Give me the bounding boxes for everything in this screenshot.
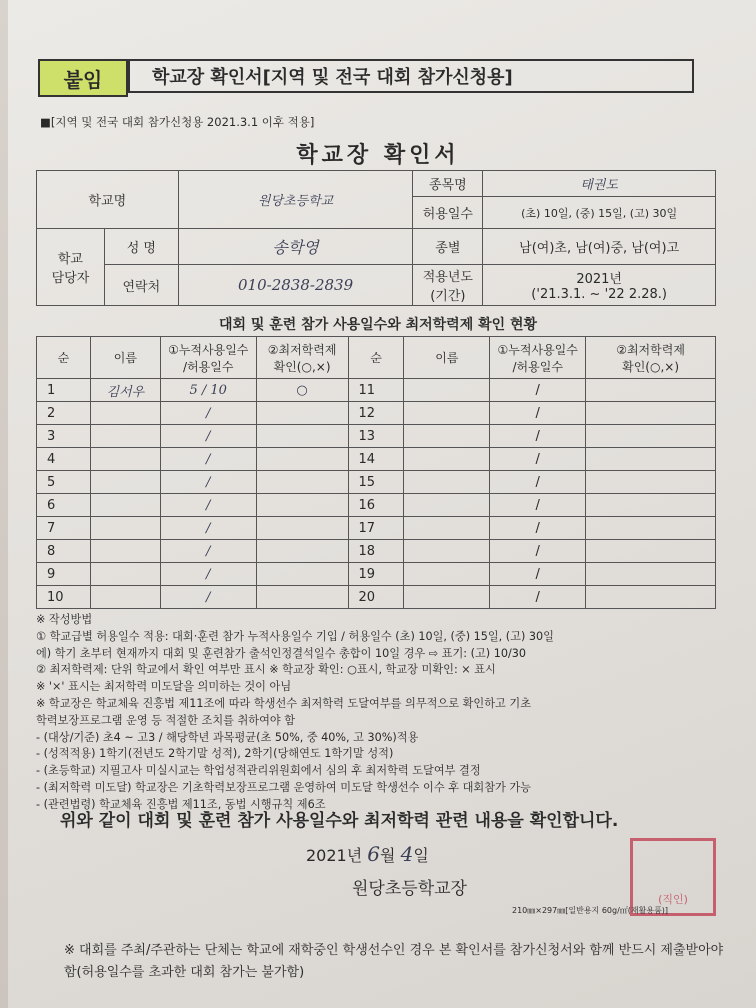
page-title: 학교장 확인서 [296,143,460,168]
info-table [36,170,716,306]
row-no: 1 [37,379,91,402]
row-no: 6 [37,494,91,517]
note-line: 에) 학기 초부터 현재까지 대회 및 훈련참가 출석인정결석일수 총합이 10일 경우 ⇨ 표기: (고) 10/30 [36,646,526,660]
note-line: - (대상/기준) 초4 ~ 고3 / 해당학년 과목평균(초 50%, 중 40%, 고 30%)적용 [36,730,419,744]
phone-value: 010-2838-2839 [178,265,413,306]
date-year: 2021년 [306,846,363,865]
table-row [37,425,716,448]
paper-size-note: 210㎜×297㎜[일반용지 60g/㎡(재활용품)] [512,906,669,915]
table-row [37,540,716,563]
name-value: 송학영 [178,229,413,265]
row-no: 13 [348,425,404,448]
row-min [256,448,348,471]
col-min-2: ②최저학력제 확인(○,×) [586,337,716,379]
row-min [256,494,348,517]
row-no: 3 [37,425,91,448]
instructions [36,612,716,814]
status-title: 대회 및 훈련 참가 사용일수와 최저학력제 확인 현황 [218,317,538,333]
row-min [586,448,716,471]
table-row [37,448,716,471]
row-name [404,517,490,540]
row-days: / [490,448,586,471]
row-name [90,402,160,425]
row-days: / [490,540,586,563]
confirmation-statement: 위와 같이 대회 및 훈련 참가 사용일수와 최저학력 관련 내용을 확인합니다. [60,811,619,831]
table-row [37,379,716,402]
row-days: / [160,586,256,609]
footer-note: ※ 대회를 주최/주관하는 단체는 학교에 재학중인 학생선수인 경우 본 확인서를 참가신청서와 함께 반드시 제출받아야 함(허용일수를 초과한 대회 참가는 불가함) [64,943,724,980]
row-min [256,471,348,494]
row-min [586,425,716,448]
row-no: 8 [37,540,91,563]
note-line: ※ 작성방법 [36,613,93,626]
row-no: 7 [37,517,91,540]
col-no-2: 순 [348,337,404,379]
period-label: 적용년도 (기간) [413,265,483,306]
row-name [90,540,160,563]
table-row [37,402,716,425]
row-name [404,448,490,471]
note-line: ※ '×' 표시는 최저학력 미도달을 의미하는 것이 아님 [36,680,292,694]
row-days: / [490,563,586,586]
col-days: ①누적사용일수 /허용일수 [160,337,256,379]
school-value: 원당초등학교 [178,171,413,229]
row-min [586,586,716,609]
row-no: 11 [348,379,404,402]
row-min [256,540,348,563]
row-name [404,540,490,563]
applicability-note: ■[지역 및 전국 대회 참가신청용 2021.3.1 이후 적용] [40,115,315,129]
row-min [586,517,716,540]
col-no: 순 [37,337,91,379]
row-min [256,517,348,540]
row-days: / [160,540,256,563]
col-min: ②최저학력제 확인(○,×) [256,337,348,379]
name-label: 성 명 [104,229,178,265]
category-label: 종별 [413,229,483,265]
row-days: / [160,494,256,517]
row-min [586,563,716,586]
phone-label: 연락처 [104,265,178,306]
row-no: 19 [348,563,404,586]
row-min [256,563,348,586]
col-name-2: 이름 [404,337,490,379]
row-no: 20 [348,586,404,609]
allowed-days-value: (초) 10일, (중) 15일, (고) 30일 [483,197,716,229]
note-line: - (최저학력 미도달) 학교장은 기초학력보장프로그램 운영하여 미도달 학생선수 이수 후 대회참가 가능 [36,780,531,794]
row-name [90,471,160,494]
row-name [404,471,490,494]
row-no: 4 [37,448,91,471]
note-line: - (성적적용) 1학기(전년도 2학기말 성적), 2학기(당해연도 1학기말 성적) [36,747,394,761]
row-name [90,425,160,448]
note-line: - (초등학교) 지필고사 미실시교는 학업성적관리위원회에서 심의 후 최저학력 도달여부 결정 [36,764,481,778]
table-row [37,471,716,494]
row-days: / [490,425,586,448]
row-days: / [490,494,586,517]
row-name [404,379,490,402]
signer-name: 원당초등학교장 [352,879,467,899]
row-name: 김서우 [90,379,160,402]
table-row [37,563,716,586]
row-no: 14 [348,448,404,471]
table-row [37,517,716,540]
row-min [256,425,348,448]
row-name [90,517,160,540]
row-min [256,402,348,425]
row-no: 2 [37,402,91,425]
row-name [404,586,490,609]
row-no: 10 [37,586,91,609]
row-days: / [490,402,586,425]
date-day: 4 [400,842,414,866]
row-days: / [490,471,586,494]
category-value: 남(여)초, 남(여)중, 남(여)고 [483,229,716,265]
row-days: / [160,471,256,494]
row-no: 17 [348,517,404,540]
row-min [586,402,716,425]
row-days: / [490,517,586,540]
row-name [90,563,160,586]
sport-value: 태권도 [483,171,716,197]
table-row [37,586,716,609]
note-line: ① 학교급별 허용일수 적용: 대회·훈련 참가 누적사용일수 기입 / 허용일수 (초) 10일, (중) 15일, (고) 30일 [36,629,554,643]
sport-label: 종목명 [413,171,483,197]
attachment-tag: 붙임 [38,59,128,97]
row-min [586,379,716,402]
row-days: / [490,586,586,609]
row-no: 9 [37,563,91,586]
date-line [306,842,429,866]
row-days: / [160,563,256,586]
row-name [404,494,490,517]
row-name [404,402,490,425]
row-no: 12 [348,402,404,425]
row-no: 18 [348,540,404,563]
row-no: 15 [348,471,404,494]
row-min: ○ [256,379,348,402]
period-range: ('21.3.1. ~ '22 2.28.) [531,287,667,302]
row-days: / [160,448,256,471]
row-days: 5 / 10 [160,379,256,402]
school-label: 학교명 [37,171,179,229]
row-min [586,540,716,563]
col-name: 이름 [90,337,160,379]
row-days: / [160,517,256,540]
row-name [90,448,160,471]
row-no: 5 [37,471,91,494]
header-title: 학교장 확인서[지역 및 전국 대회 참가신청용] [128,59,694,93]
period-value [483,265,716,306]
date-month-unit: 월 [380,846,396,865]
date-day-unit: 일 [413,846,429,865]
date-month: 6 [367,842,381,866]
note-line: ※ 학교장은 학교체육 진흥법 제11조에 따라 학생선수 최저학력 도달여부를 의무적으로 확인하고 기초 [36,696,532,710]
table-row [37,494,716,517]
row-name [90,494,160,517]
row-no: 16 [348,494,404,517]
status-table [36,336,716,609]
note-line: 학력보장프로그램 운영 등 적절한 조치를 취하여야 함 [36,713,296,727]
col-days-2: ①누적사용일수 /허용일수 [490,337,586,379]
row-min [586,471,716,494]
row-min [256,586,348,609]
seal-label: (직인) [658,893,688,906]
row-days: / [160,402,256,425]
row-name [404,425,490,448]
row-name [90,586,160,609]
period-year: 2021년 [576,272,622,287]
row-name [404,563,490,586]
allowed-days-label: 허용일수 [413,197,483,229]
note-line: ② 최저학력제: 단위 학교에서 확인 여부만 표시 ※ 학교장 확인: ○표시, 학교장 미확인: × 표시 [36,663,496,677]
row-min [586,494,716,517]
row-days: / [490,379,586,402]
row-days: / [160,425,256,448]
contact-person-label: 학교 담당자 [37,229,105,306]
note-line: - (관련법령) 학교체육 진흥법 제11조, 동법 시행규칙 제6조 [36,797,326,811]
